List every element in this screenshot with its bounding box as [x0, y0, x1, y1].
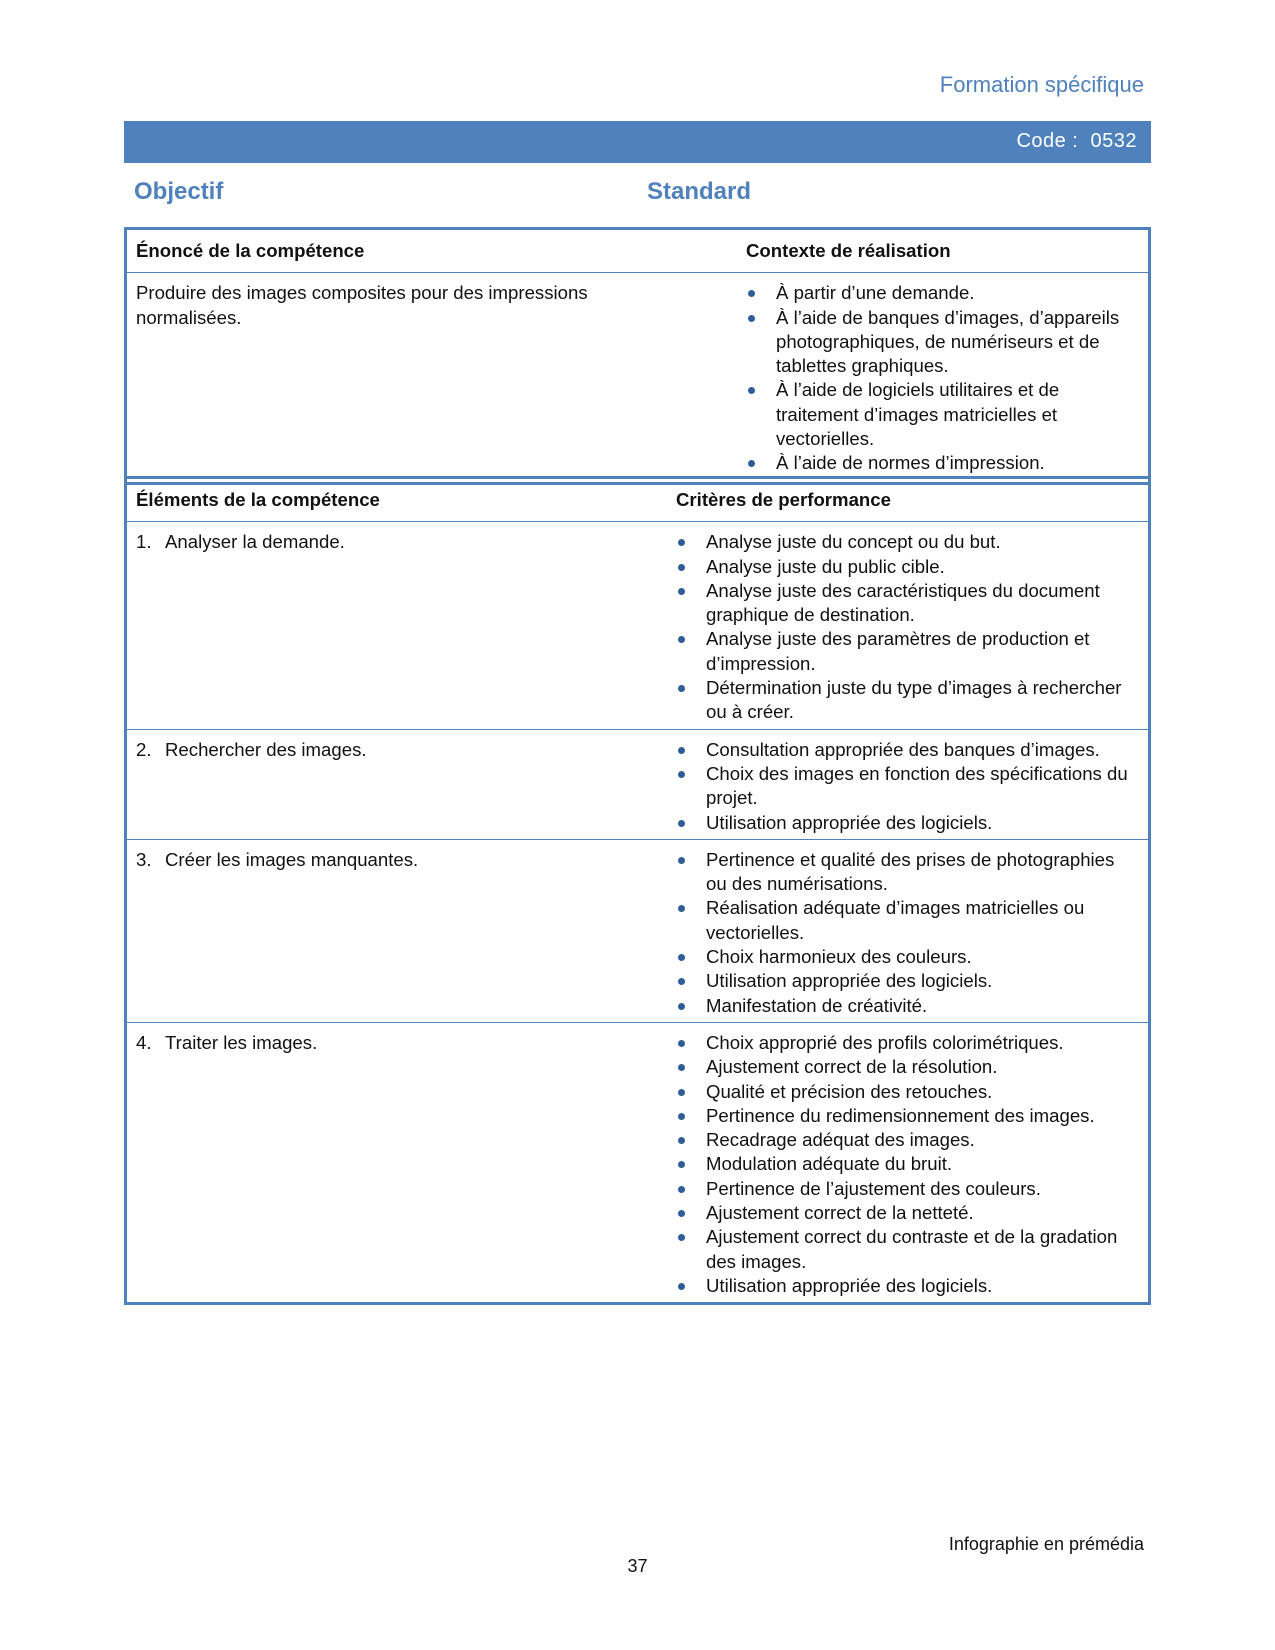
bullet-item: Analyse juste des caractéristiques du document graphique de destination. [676, 579, 1140, 628]
element-text: Traiter les images. [165, 1031, 318, 1053]
bullet-item: Analyse juste du public cible. [676, 555, 1140, 579]
heading-objectif: Objectif [134, 178, 224, 205]
bullet-item: Analyse juste des paramètres de production et d’impression. [676, 627, 1140, 676]
bullet-item: Manifestation de créativité. [676, 994, 1140, 1018]
bullet-item: À l’aide de normes d’impression. [746, 451, 1140, 475]
bullet-item: Choix harmonieux des couleurs. [676, 945, 1140, 969]
bullet-item: À partir d’une demande. [746, 281, 1140, 305]
element-cell [126, 1022, 650, 1303]
col-header-elements: Éléments de la compétence [136, 489, 380, 510]
code-value: 0532 [1090, 130, 1137, 152]
bullet-item: Consultation appropriée des banques d’images. [676, 738, 1140, 762]
element-number: 1. [136, 531, 152, 553]
criteria-cell [649, 729, 1150, 839]
table-row [126, 1022, 1150, 1303]
code-bar [124, 121, 1151, 163]
footer-program: Infographie en prémédia [948, 1534, 1144, 1554]
criteria-list [676, 1031, 1140, 1298]
element-text: Rechercher des images. [165, 738, 367, 760]
criteria-cell [649, 522, 1150, 729]
competence-table [124, 227, 1151, 485]
col-header-contexte: Contexte de réalisation [746, 240, 951, 261]
bullet-item: Ajustement correct de la netteté. [676, 1201, 1140, 1225]
bullet-item: Utilisation appropriée des logiciels. [676, 811, 1140, 835]
criteria-cell [649, 839, 1150, 1022]
heading-standard: Standard [647, 178, 752, 205]
criteria-list [676, 738, 1140, 835]
element-cell [126, 522, 650, 729]
enonce-text: Produire des images composites pour des impressions normalisées. [136, 282, 588, 328]
element-text: Créer les images manquantes. [165, 848, 419, 870]
bullet-item: Pertinence et qualité des prises de photographies ou des numérisations. [676, 848, 1140, 897]
col-header-enonce: Énoncé de la compétence [136, 240, 365, 261]
bullet-item: Détermination juste du type d’images à rechercher ou à créer. [676, 676, 1140, 725]
elements-table [124, 476, 1151, 1305]
table-row [126, 729, 1150, 839]
col-header-criteres: Critères de performance [676, 489, 891, 510]
bullet-item: Utilisation appropriée des logiciels. [676, 1274, 1140, 1298]
table-row [126, 522, 1150, 729]
criteria-list [676, 530, 1140, 724]
bullet-item: Pertinence de l’ajustement des couleurs. [676, 1177, 1140, 1201]
element-number: 3. [136, 848, 152, 870]
contexte-list [746, 281, 1140, 475]
element-text: Analyser la demande. [165, 531, 345, 553]
element-cell [126, 839, 650, 1022]
bullet-item: Modulation adéquate du bruit. [676, 1152, 1140, 1176]
criteria-list [676, 848, 1140, 1018]
bullet-item: Pertinence du redimensionnement des images. [676, 1104, 1140, 1128]
bullet-item: Ajustement correct du contraste et de la gradation des images. [676, 1225, 1140, 1274]
bullet-item: Réalisation adéquate d’images matricielles ou vectorielles. [676, 896, 1140, 945]
bullet-item: Analyse juste du concept ou du but. [676, 530, 1140, 554]
page-number: 37 [627, 1556, 648, 1576]
element-cell [126, 729, 650, 839]
program-code [1016, 130, 1137, 153]
bullet-item: Recadrage adéquat des images. [676, 1128, 1140, 1152]
bullet-item: Qualité et précision des retouches. [676, 1080, 1140, 1104]
section-title: Formation spécifique [939, 72, 1144, 97]
bullet-item: À l’aide de banques d’images, d’appareils photographiques, de numériseurs et de tablettes graphiques. [746, 306, 1140, 379]
element-number: 4. [136, 1031, 152, 1053]
element-number: 2. [136, 738, 152, 760]
code-label: Code : [1016, 130, 1079, 152]
bullet-item: À l’aide de logiciels utilitaires et de traitement d’images matricielles et vectorielles. [746, 378, 1140, 451]
bullet-item: Utilisation appropriée des logiciels. [676, 969, 1140, 993]
criteria-cell [649, 1022, 1150, 1303]
table-row [126, 839, 1150, 1022]
bullet-item: Choix des images en fonction des spécifications du projet. [676, 762, 1140, 811]
bullet-item: Choix approprié des profils colorimétriques. [676, 1031, 1140, 1055]
bullet-item: Ajustement correct de la résolution. [676, 1055, 1140, 1079]
